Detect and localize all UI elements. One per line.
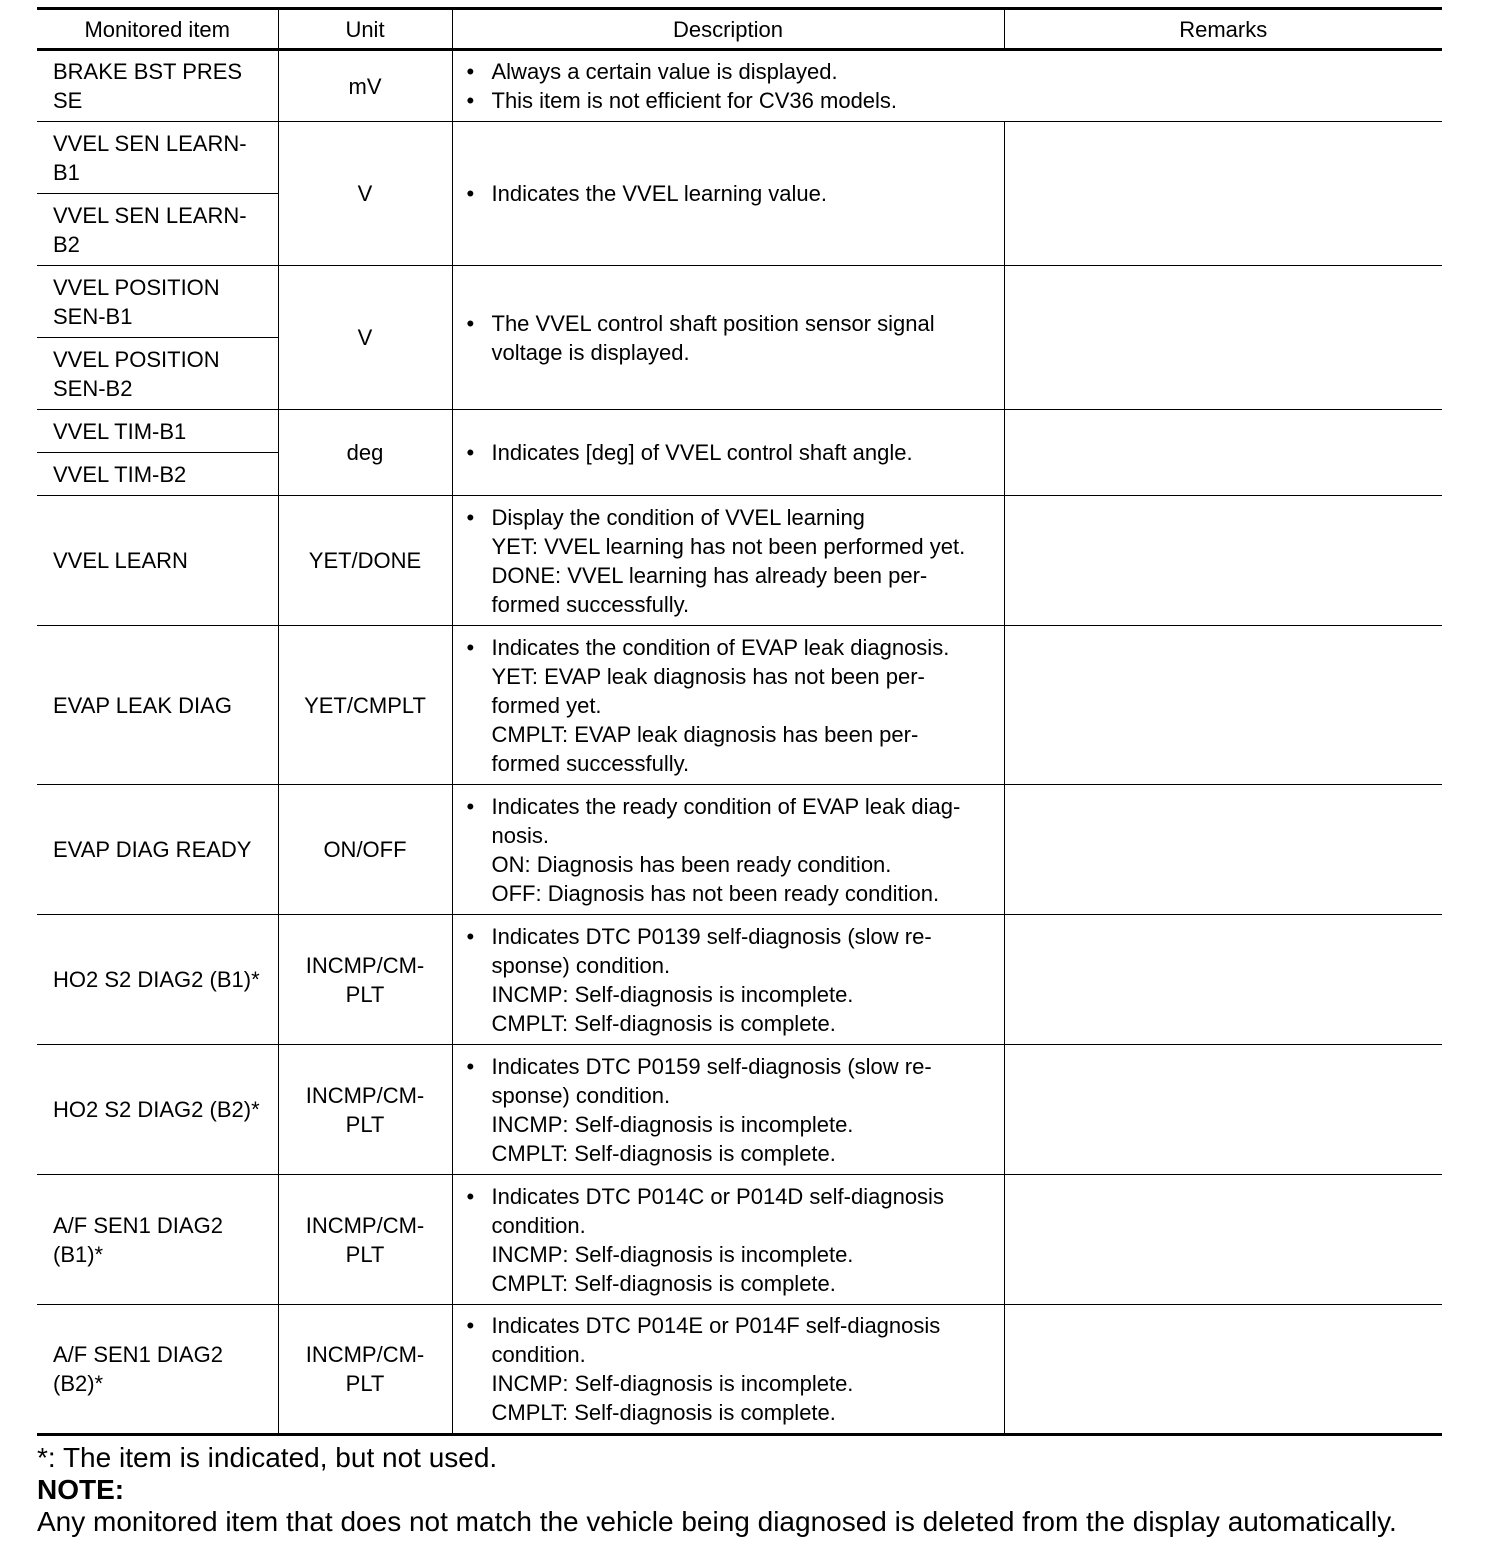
description-line: formed successfully. bbox=[491, 591, 690, 617]
description-cell bbox=[452, 410, 1004, 496]
item-cell bbox=[37, 1305, 278, 1435]
unit-line: PLT bbox=[345, 1241, 385, 1267]
unit-cell: deg bbox=[278, 410, 452, 496]
description-cell bbox=[452, 496, 1004, 626]
description-line: INCMP: Self-diagnosis is incomplete. bbox=[491, 1371, 854, 1396]
table-row bbox=[37, 1045, 1442, 1175]
table-header-row bbox=[37, 9, 1442, 50]
item-cell: EVAP DIAG READY bbox=[37, 785, 278, 915]
unit-cell: ON/OFF bbox=[278, 785, 452, 915]
table-row bbox=[37, 1305, 1442, 1435]
description-line: • Indicates the ready condition of EVAP leak diag- bbox=[466, 793, 961, 819]
description-line: • Indicates DTC P014E or P014F self-diagnosis bbox=[466, 1313, 941, 1338]
remarks-cell bbox=[1004, 915, 1442, 1045]
item-line: (B2)* bbox=[53, 1371, 104, 1396]
remarks-cell bbox=[1004, 785, 1442, 915]
item-cell: HO2 S2 DIAG2 (B2)* bbox=[37, 1045, 278, 1175]
description-line: INCMP: Self-diagnosis is incomplete. bbox=[491, 1111, 854, 1137]
item-cell: VVEL SEN LEARN-B1 bbox=[37, 122, 278, 194]
remarks-cell bbox=[1004, 410, 1442, 496]
description-cell bbox=[452, 50, 1442, 122]
description-line: • Indicates DTC P0139 self-diagnosis (slow re- bbox=[466, 923, 932, 949]
item-cell bbox=[37, 1175, 278, 1305]
remarks-cell bbox=[1004, 122, 1442, 266]
description-line: • This item is not efficient for CV36 models. bbox=[466, 88, 898, 113]
description-line: • Display the condition of VVEL learning bbox=[466, 504, 865, 530]
description-line: sponse) condition. bbox=[491, 952, 671, 978]
header-description: Description bbox=[452, 9, 1004, 50]
unit-cell bbox=[278, 1045, 452, 1175]
table-row bbox=[37, 266, 1442, 338]
note-label: NOTE: bbox=[37, 1474, 125, 1505]
unit-cell: mV bbox=[278, 50, 452, 122]
description-line: condition. bbox=[491, 1212, 586, 1238]
table-footer bbox=[37, 1442, 1467, 1538]
description-line: CMPLT: EVAP leak diagnosis has been per- bbox=[491, 721, 919, 747]
item-cell: BRAKE BST PRES SE bbox=[53, 59, 243, 113]
description-cell bbox=[452, 785, 1004, 915]
unit-line: INCMP/CM- bbox=[305, 1082, 425, 1108]
item-cell: VVEL LEARN bbox=[37, 496, 278, 626]
remarks-cell bbox=[1004, 266, 1442, 410]
description-line: nosis. bbox=[491, 822, 549, 848]
unit-cell bbox=[278, 1305, 452, 1435]
description-cell bbox=[452, 266, 1004, 410]
item-line: A/F SEN1 DIAG2 bbox=[53, 1342, 223, 1367]
table-row bbox=[37, 122, 1442, 194]
unit-line: INCMP/CM- bbox=[305, 1342, 425, 1367]
table-row bbox=[37, 785, 1442, 915]
description-line: • Indicates DTC P014C or P014D self-diagnosis bbox=[466, 1183, 944, 1209]
description-line: condition. bbox=[491, 1342, 586, 1367]
table-row bbox=[37, 1175, 1442, 1305]
description-line: YET: VVEL learning has not been performed yet. bbox=[491, 533, 966, 559]
table-row bbox=[37, 50, 1442, 122]
unit-line: PLT bbox=[345, 1111, 385, 1137]
description-line: • Indicates the condition of EVAP leak diagnosis. bbox=[466, 634, 950, 660]
remarks-cell bbox=[1004, 626, 1442, 785]
item-cell: VVEL POSITION SEN-B1 bbox=[37, 266, 278, 338]
description-line: formed successfully. bbox=[491, 750, 690, 776]
unit-line: PLT bbox=[345, 981, 385, 1007]
unit-cell bbox=[278, 1175, 452, 1305]
description-line: INCMP: Self-diagnosis is incomplete. bbox=[491, 981, 854, 1007]
footnote: *: The item is indicated, but not used. bbox=[37, 1442, 498, 1473]
description-cell bbox=[452, 1175, 1004, 1305]
description-line: INCMP: Self-diagnosis is incomplete. bbox=[491, 1241, 854, 1267]
unit-cell: YET/CMPLT bbox=[278, 626, 452, 785]
unit-line: INCMP/CM- bbox=[305, 952, 425, 978]
description-line: • The VVEL control shaft position sensor signal voltage is displayed. bbox=[466, 310, 935, 365]
description-line: DONE: VVEL learning has already been per- bbox=[491, 562, 928, 588]
header-unit: Unit bbox=[278, 9, 452, 50]
description-line: sponse) condition. bbox=[491, 1082, 671, 1108]
description-line: • Indicates the VVEL learning value. bbox=[466, 181, 828, 206]
table-row bbox=[37, 410, 1442, 453]
description-cell bbox=[452, 1305, 1004, 1435]
item-cell: HO2 S2 DIAG2 (B1)* bbox=[37, 915, 278, 1045]
description-cell bbox=[452, 1045, 1004, 1175]
description-line: ON: Diagnosis has been ready condition. bbox=[491, 851, 892, 877]
header-remarks: Remarks bbox=[1004, 9, 1442, 50]
header-monitored-item: Monitored item bbox=[37, 9, 278, 50]
description-line: OFF: Diagnosis has not been ready condition. bbox=[491, 880, 940, 906]
remarks-cell bbox=[1004, 1175, 1442, 1305]
remarks-cell bbox=[1004, 1045, 1442, 1175]
description-cell bbox=[452, 915, 1004, 1045]
remarks-cell bbox=[1004, 496, 1442, 626]
description-line: formed yet. bbox=[491, 692, 602, 718]
table-row bbox=[37, 915, 1442, 1045]
unit-cell: V bbox=[278, 266, 452, 410]
description-line: • Indicates DTC P0159 self-diagnosis (slow re- bbox=[466, 1053, 932, 1079]
item-cell: VVEL TIM-B2 bbox=[37, 453, 278, 496]
table-row bbox=[37, 496, 1442, 626]
table-row bbox=[37, 626, 1442, 785]
description-cell bbox=[452, 122, 1004, 266]
item-cell: VVEL SEN LEARN-B2 bbox=[37, 194, 278, 266]
note-text: Any monitored item that does not match the vehicle being diagnosed is deleted from the display automatically. bbox=[37, 1506, 1397, 1537]
description-line: • Always a certain value is displayed. bbox=[466, 59, 838, 84]
item-line: A/F SEN1 DIAG2 bbox=[53, 1212, 223, 1238]
item-cell: VVEL TIM-B1 bbox=[37, 410, 278, 453]
item-cell: EVAP LEAK DIAG bbox=[37, 626, 278, 785]
item-cell: VVEL POSITION SEN-B2 bbox=[37, 338, 278, 410]
monitor-table bbox=[37, 7, 1442, 1436]
description-line: CMPLT: Self-diagnosis is complete. bbox=[491, 1270, 836, 1296]
unit-line: PLT bbox=[345, 1371, 385, 1396]
description-line: CMPLT: Self-diagnosis is complete. bbox=[491, 1140, 836, 1166]
description-line: YET: EVAP leak diagnosis has not been per- bbox=[491, 663, 925, 689]
description-line: CMPLT: Self-diagnosis is complete. bbox=[491, 1400, 836, 1425]
unit-line: INCMP/CM- bbox=[305, 1212, 425, 1238]
description-cell bbox=[452, 626, 1004, 785]
description-line: • Indicates [deg] of VVEL control shaft angle. bbox=[466, 440, 913, 465]
description-line: CMPLT: Self-diagnosis is complete. bbox=[491, 1010, 836, 1036]
item-line: (B1)* bbox=[53, 1241, 104, 1267]
unit-cell: V bbox=[278, 122, 452, 266]
monitor-table-sheet bbox=[37, 7, 1442, 1436]
unit-cell bbox=[278, 915, 452, 1045]
unit-cell: YET/DONE bbox=[278, 496, 452, 626]
remarks-cell bbox=[1004, 1305, 1442, 1435]
